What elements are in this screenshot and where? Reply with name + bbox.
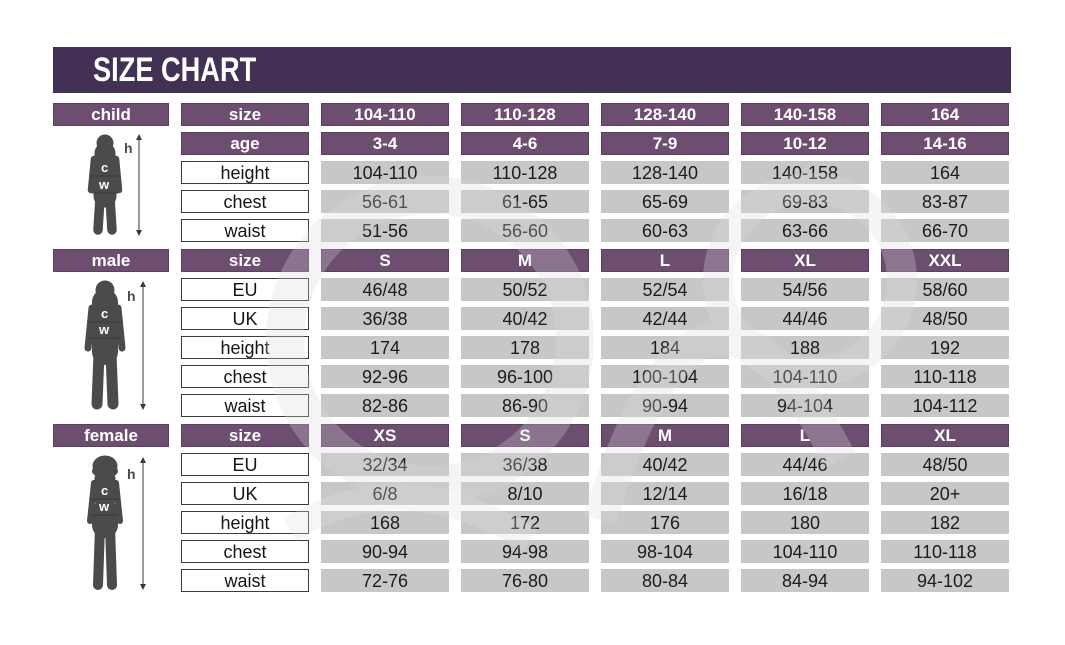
female-body (90, 456, 120, 586)
cell-female-size-col2: S (461, 424, 589, 447)
waist-label: w (99, 499, 110, 514)
row-label-size: size (181, 103, 309, 126)
height-label: h (127, 288, 136, 304)
child-silhouette-icon (55, 132, 167, 238)
cell-female-chest-col3: 98-104 (601, 540, 729, 563)
cell-male-size-col2: M (461, 249, 589, 272)
cell-child-waist-col3: 60-63 (601, 219, 729, 242)
cell-male-UK-col3: 42/44 (601, 307, 729, 330)
waist-label: w (99, 177, 110, 192)
cell-male-EU-col4: 54/56 (741, 278, 869, 301)
cell-child-waist-col5: 66-70 (881, 219, 1009, 242)
cell-child-chest-col4: 69-83 (741, 190, 869, 213)
cell-male-waist-col2: 86-90 (461, 394, 589, 417)
row-label-chest: chest (181, 540, 309, 563)
cell-male-height-col1: 174 (321, 336, 449, 359)
cell-female-height-col4: 180 (741, 511, 869, 534)
height-label: h (124, 140, 133, 156)
cell-female-size-col1: XS (321, 424, 449, 447)
cell-child-waist-col2: 56-60 (461, 219, 589, 242)
cell-child-size-col5: 164 (881, 103, 1009, 126)
cell-female-size-col4: L (741, 424, 869, 447)
cell-female-chest-col5: 110-118 (881, 540, 1009, 563)
chest-label: c (101, 306, 109, 321)
cell-male-waist-col5: 104-112 (881, 394, 1009, 417)
cell-child-age-col1: 3-4 (321, 132, 449, 155)
cell-female-size-col3: M (601, 424, 729, 447)
cell-male-waist-col3: 90-94 (601, 394, 729, 417)
cell-female-UK-col2: 8/10 (461, 482, 589, 505)
cell-male-waist-col1: 82-86 (321, 394, 449, 417)
cell-male-height-col4: 188 (741, 336, 869, 359)
cell-male-UK-col1: 36/38 (321, 307, 449, 330)
cell-child-size-col2: 110-128 (461, 103, 589, 126)
cell-child-chest-col1: 56-61 (321, 190, 449, 213)
row-label-age: age (181, 132, 309, 155)
waist-label: w (99, 322, 110, 337)
cell-child-height-col4: 140-158 (741, 161, 869, 184)
cell-female-EU-col4: 44/46 (741, 453, 869, 476)
cell-male-EU-col5: 58/60 (881, 278, 1009, 301)
cell-male-chest-col4: 104-110 (741, 365, 869, 388)
cell-female-UK-col3: 12/14 (601, 482, 729, 505)
cell-male-UK-col4: 44/46 (741, 307, 869, 330)
cell-female-chest-col1: 90-94 (321, 540, 449, 563)
cell-male-waist-col4: 94-104 (741, 394, 869, 417)
cell-child-age-col3: 7-9 (601, 132, 729, 155)
height-arrow-icon (140, 457, 146, 590)
cell-child-height-col5: 164 (881, 161, 1009, 184)
cell-female-EU-col1: 32/34 (321, 453, 449, 476)
row-label-EU: EU (181, 453, 309, 476)
cell-female-waist-col1: 72-76 (321, 569, 449, 592)
cell-male-height-col3: 184 (601, 336, 729, 359)
cell-female-UK-col4: 16/18 (741, 482, 869, 505)
cell-male-height-col2: 178 (461, 336, 589, 359)
cell-male-EU-col1: 46/48 (321, 278, 449, 301)
cell-female-size-col5: XL (881, 424, 1009, 447)
cell-child-height-col1: 104-110 (321, 161, 449, 184)
chest-label: c (101, 160, 109, 175)
row-label-EU: EU (181, 278, 309, 301)
row-label-height: height (181, 511, 309, 534)
cell-male-size-col1: S (321, 249, 449, 272)
cell-child-size-col4: 140-158 (741, 103, 869, 126)
section-label-female: female (53, 424, 169, 447)
section-label-male: male (53, 249, 169, 272)
cell-child-height-col2: 110-128 (461, 161, 589, 184)
cell-male-EU-col2: 50/52 (461, 278, 589, 301)
cell-female-waist-col4: 84-94 (741, 569, 869, 592)
cell-child-age-col5: 14-16 (881, 132, 1009, 155)
female-silhouette-icon (55, 453, 167, 593)
size-table (53, 103, 1009, 599)
female-figure (53, 453, 169, 592)
height-arrow-icon (136, 134, 142, 236)
row-label-chest: chest (181, 190, 309, 213)
cell-child-waist-col4: 63-66 (741, 219, 869, 242)
cell-female-UK-col1: 6/8 (321, 482, 449, 505)
row-label-chest: chest (181, 365, 309, 388)
row-label-size: size (181, 424, 309, 447)
cell-female-EU-col3: 40/42 (601, 453, 729, 476)
row-label-waist: waist (181, 219, 309, 242)
cell-child-size-col3: 128-140 (601, 103, 729, 126)
child-figure (53, 132, 169, 242)
cell-child-chest-col3: 65-69 (601, 190, 729, 213)
row-label-waist: waist (181, 394, 309, 417)
cell-male-chest-col2: 96-100 (461, 365, 589, 388)
cell-child-chest-col2: 61-65 (461, 190, 589, 213)
row-label-height: height (181, 336, 309, 359)
cell-female-height-col2: 172 (461, 511, 589, 534)
title-bar (53, 47, 1011, 93)
cell-male-EU-col3: 52/54 (601, 278, 729, 301)
cell-female-waist-col2: 76-80 (461, 569, 589, 592)
cell-male-chest-col1: 92-96 (321, 365, 449, 388)
cell-female-chest-col2: 94-98 (461, 540, 589, 563)
cell-child-chest-col5: 83-87 (881, 190, 1009, 213)
cell-female-height-col3: 176 (601, 511, 729, 534)
cell-male-size-col4: XL (741, 249, 869, 272)
row-label-size: size (181, 249, 309, 272)
cell-female-waist-col3: 80-84 (601, 569, 729, 592)
cell-female-height-col1: 168 (321, 511, 449, 534)
section-child (53, 103, 1009, 242)
row-label-UK: UK (181, 482, 309, 505)
row-label-UK: UK (181, 307, 309, 330)
cell-female-chest-col4: 104-110 (741, 540, 869, 563)
cell-female-EU-col5: 48/50 (881, 453, 1009, 476)
male-figure (53, 278, 169, 417)
cell-male-UK-col5: 48/50 (881, 307, 1009, 330)
cell-female-EU-col2: 36/38 (461, 453, 589, 476)
row-label-height: height (181, 161, 309, 184)
cell-child-age-col4: 10-12 (741, 132, 869, 155)
cell-female-waist-col5: 94-102 (881, 569, 1009, 592)
cell-child-size-col1: 104-110 (321, 103, 449, 126)
male-silhouette-icon (55, 278, 167, 412)
page-title: SIZE CHART (93, 50, 257, 89)
cell-male-size-col3: L (601, 249, 729, 272)
cell-male-UK-col2: 40/42 (461, 307, 589, 330)
cell-female-height-col5: 182 (881, 511, 1009, 534)
male-body (88, 281, 122, 405)
row-label-waist: waist (181, 569, 309, 592)
chest-label: c (101, 483, 109, 498)
cell-female-UK-col5: 20+ (881, 482, 1009, 505)
cell-child-height-col3: 128-140 (601, 161, 729, 184)
cell-child-waist-col1: 51-56 (321, 219, 449, 242)
height-label: h (127, 466, 136, 482)
cell-male-size-col5: XXL (881, 249, 1009, 272)
section-label-child: child (53, 103, 169, 126)
cell-male-chest-col5: 110-118 (881, 365, 1009, 388)
cell-child-age-col2: 4-6 (461, 132, 589, 155)
section-female (53, 424, 1009, 592)
cell-male-height-col5: 192 (881, 336, 1009, 359)
section-male (53, 249, 1009, 417)
cell-male-chest-col3: 100-104 (601, 365, 729, 388)
height-arrow-icon (140, 281, 146, 410)
